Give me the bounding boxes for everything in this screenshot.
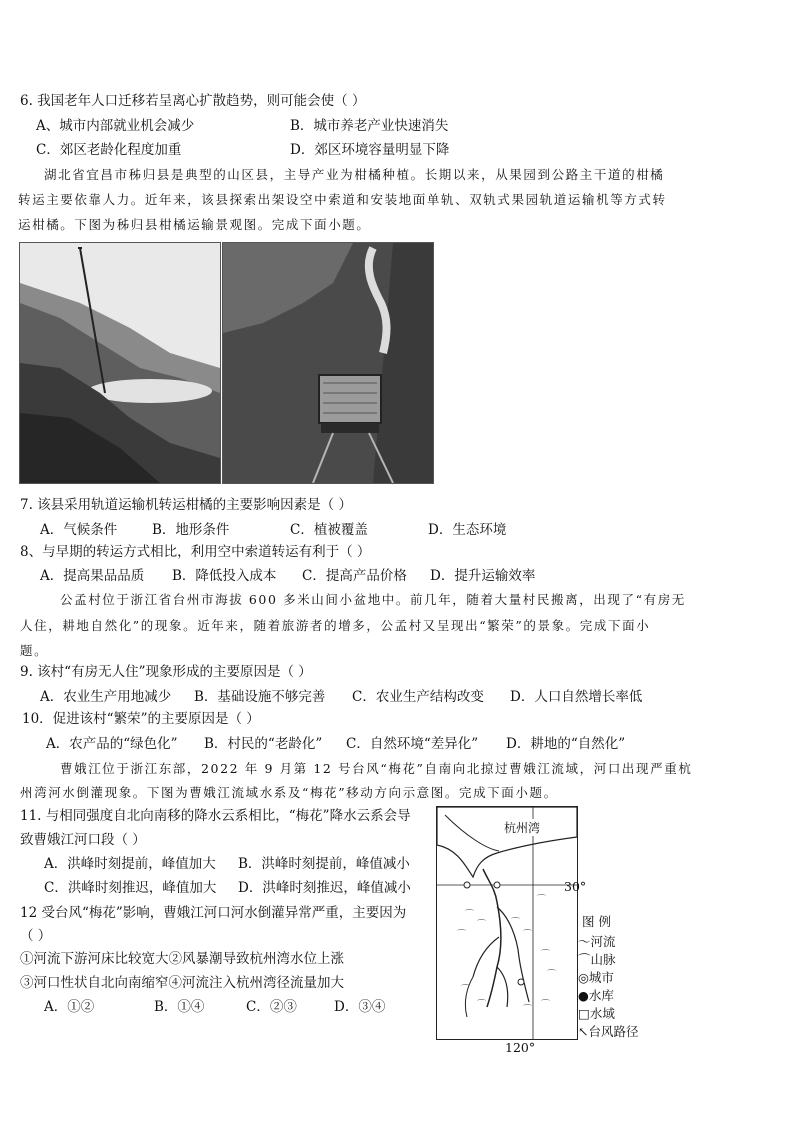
q10-option-b: B．村民的“老龄化” [204, 736, 323, 752]
q6-option-b: B．城市养老产业快速消失 [290, 118, 449, 134]
svg-text:⌒: ⌒ [477, 920, 487, 930]
latitude-label: 30° [564, 879, 587, 894]
svg-text:⌒: ⌒ [547, 970, 557, 980]
q7-option-a: A．气候条件 [40, 522, 118, 538]
q11-option-a: A．洪峰时刻提前，峰值加大 [44, 856, 216, 872]
legend-mountain: ⌒山脉 [578, 952, 616, 967]
q7-option-c: C．植被覆盖 [290, 522, 368, 538]
q7-stem: 7. 该县采用轨道运输机转运柑橘的主要影响因素是（ ） [20, 497, 352, 513]
q10-stem: 10．促进该村“繁荣”的主要原因是（ ） [22, 711, 260, 727]
legend-river: 〜河流 [578, 934, 616, 949]
q6-stem: 6. 我国老年人口迁移若呈离心扩散趋势，则可能会使（ ） [20, 93, 366, 109]
svg-text:⌒: ⌒ [541, 950, 551, 960]
q6-option-c: C．郊区老龄化程度加重 [36, 142, 182, 158]
q9-stem: 9. 该村“有房无人住”现象形成的主要原因是（ ） [20, 664, 312, 680]
q8-option-d: D．提升运输效率 [430, 568, 536, 584]
q7-option-b: B．地形条件 [152, 522, 230, 538]
hangzhou-bay-label: 杭州湾 [504, 821, 541, 835]
passage3-line1: 曹娥江位于浙江东部，2022 年 9 月第 12 号台风“梅花”自南向北掠过曹娥江流域，河口出现严重杭 [60, 761, 693, 776]
reservoir-icon: ● [578, 988, 589, 1003]
q11-option-c: C．洪峰时刻推迟，峰值加大 [44, 880, 217, 896]
svg-text:⌒: ⌒ [477, 1000, 487, 1010]
passage1-line3: 运柑橘。下图为秭归县柑橘运输景观图。完成下面小题。 [18, 217, 371, 232]
q8-option-c: C．提高产品价格 [302, 568, 407, 584]
passage2-line2: 人住，耕地自然化”的现象。近年来，随着旅游者的增多，公孟村又呈现出“繁荣”的景象。完成下面小 [20, 618, 651, 633]
q9-option-c: C．农业生产结构改变 [352, 689, 484, 705]
svg-text:⌒: ⌒ [537, 895, 547, 905]
q10-option-a: A．农产品的“绿色化” [46, 736, 178, 752]
q12-option-a: A．①② [44, 999, 95, 1015]
legend-water: □水域 [578, 1006, 615, 1021]
orange-cableway-photo [19, 242, 221, 484]
passage2-line3: 题。 [20, 643, 49, 658]
passage1-line1: 湖北省宜昌市秭归县是典型的山区县，主导产业为柑橘种植。长期以来，从果园到公路主干道的柑橘 [44, 167, 665, 182]
water-area-icon: □ [578, 1006, 590, 1021]
svg-text:⌒: ⌒ [511, 918, 521, 928]
cao-e-river-basin-map [436, 806, 578, 1040]
q12-option-d: D．③④ [334, 999, 386, 1015]
svg-text:⌒: ⌒ [465, 910, 475, 920]
legend-title: 图 例 [582, 914, 611, 929]
q9-option-b: B．基础设施不够完善 [194, 689, 326, 705]
svg-text:⌒: ⌒ [523, 1005, 533, 1015]
q12-option-b: B．①④ [154, 999, 205, 1015]
river-icon: 〜 [578, 934, 591, 949]
q10-option-d: D．耕地的“自然化” [506, 736, 626, 752]
q11-option-d: D．洪峰时刻推迟，峰值减小 [238, 880, 411, 896]
q11-option-b: B．洪峰时刻提前，峰值减小 [238, 856, 410, 872]
city-icon: ◎ [578, 970, 589, 985]
mountain-icon: ⌒ [578, 952, 591, 967]
svg-text:⌒: ⌒ [523, 930, 533, 940]
longitude-label: 120° [505, 1040, 536, 1055]
q12-stem-line1: 12 受台风“梅花”影响，曹娥江河口河水倒灌异常严重，主要因为 [20, 905, 407, 921]
svg-text:⌒: ⌒ [461, 985, 471, 995]
orange-rail-transporter-photo [222, 242, 434, 484]
q9-option-a: A．农业生产用地减少 [40, 689, 172, 705]
svg-text:⌒: ⌒ [457, 930, 467, 940]
q7-option-d: D．生态环境 [428, 522, 507, 538]
passage3-line2: 州湾河水倒灌现象。下图为曹娥江流域水系及“梅花”移动方向示意图。完成下面小题。 [20, 785, 558, 800]
q12-statement-3-4: ③河口性状自北向南缩窄④河流注入杭州湾径流量加大 [20, 975, 344, 991]
q12-option-c: C．②③ [246, 999, 297, 1015]
q12-statement-1-2: ①河流下游河床比较宽大②风暴潮导致杭州湾水位上涨 [20, 951, 344, 967]
q11-stem-line1: 11. 与相同强度自北向南移的降水云系相比，“梅花”降水云系会导 [20, 808, 411, 824]
passage2-line1: 公孟村位于浙江省台州市海拔 600 多米山间小盆地中。前几年，随着大量村民搬离，出现了“有房无 [60, 592, 686, 607]
svg-text:⌒: ⌒ [541, 1000, 551, 1010]
q8-stem: 8、与早期的转运方式相比，利用空中索道转运有利于（ ） [20, 544, 371, 560]
q8-option-b: B．降低投入成本 [172, 568, 277, 584]
q10-option-c: C．自然环境“差异化” [346, 736, 479, 752]
q11-stem-line2: 致曹娥江河口段（ ） [20, 832, 146, 848]
q9-option-d: D．人口自然增长率低 [510, 689, 643, 705]
typhoon-path-arrow-icon: ↖ [578, 1024, 589, 1039]
legend-typhoon-path: ↖台风路径 [578, 1024, 639, 1039]
q8-option-a: A．提高果品品质 [40, 568, 145, 584]
legend-reservoir: ●水库 [578, 988, 614, 1003]
passage1-line2: 转运主要依靠人力。近年来，该县探索出架设空中索道和安装地面单轨、双轨式果园轨道运输机等方式转 [18, 192, 667, 207]
q12-stem-line2: （ ） [20, 928, 52, 944]
q6-option-a: A、城市内部就业机会减少 [36, 118, 195, 134]
legend-city: ◎城市 [578, 970, 614, 985]
q6-option-d: D．郊区环境容量明显下降 [290, 142, 450, 158]
